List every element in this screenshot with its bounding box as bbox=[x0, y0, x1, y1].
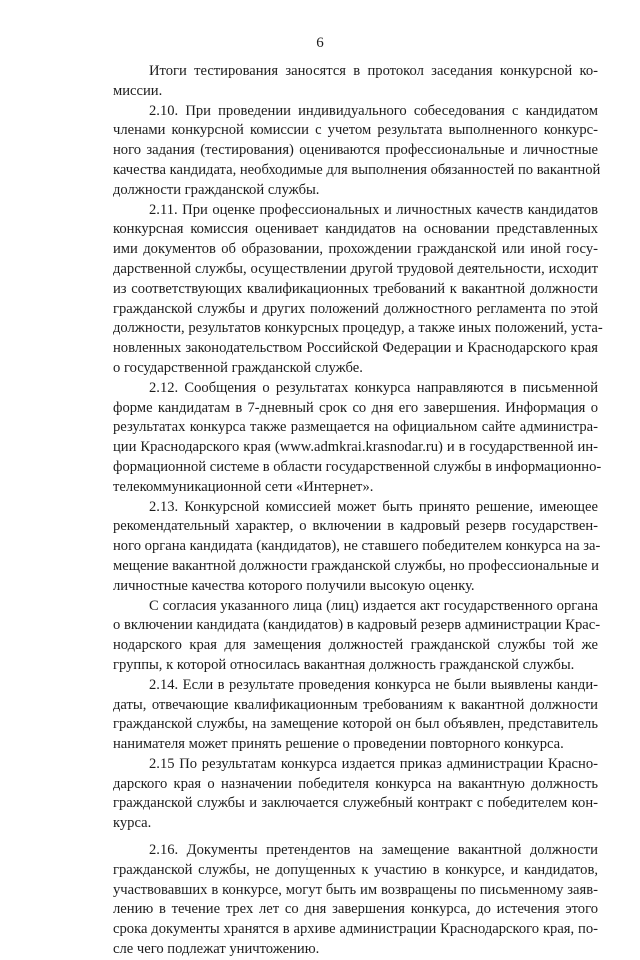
text-line: нодарского края для замещения должностей гражданской службы той же bbox=[113, 637, 598, 654]
text-line: формационной системе в области государственной службы в информационно- bbox=[113, 458, 602, 475]
text-line: лению в течение трех лет со дня завершения конкурса, до истечения этого bbox=[113, 901, 598, 918]
paragraph-2-16-first-line: 2.16. Документы претендентов на замещение вакантной должности bbox=[149, 842, 598, 859]
text-line: форме кандидатам в 7-дневный срок со дня его завершения. Информация о bbox=[113, 399, 598, 416]
text-line: телекоммуникационной сети «Интернет». bbox=[113, 478, 374, 495]
text-line: должности, результатов конкурсных процедур, а также иных положений, уста- bbox=[113, 320, 603, 337]
paragraph-2-12-first-line: 2.12. Сообщения о результатах конкурса направляются в письменной bbox=[149, 379, 598, 396]
text-line: даты, отвечающие квалификационным требованиям к вакантной должности bbox=[113, 696, 598, 713]
text-line: ции Краснодарского края (www.admkrai.krasnodar.ru) и в государственной ин- bbox=[113, 439, 598, 456]
text-line: ного задания (тестирования) оцениваются профессиональные и личностные bbox=[113, 142, 598, 159]
text-line: ного органа кандидата (кандидатов), не ставшего победителем конкурса на за- bbox=[113, 538, 601, 555]
text-line: гражданской службы, на замещение которой он был объявлен, представитель bbox=[113, 716, 598, 733]
text-line: конкурсная комиссия оценивает кандидатов на основании представленных bbox=[113, 221, 598, 238]
text-line: членами конкурсной комиссии с учетом результата выполненного конкурс- bbox=[113, 122, 598, 139]
text-line: Итоги тестирования заносятся в протокол заседания конкурсной ко- bbox=[149, 63, 598, 79]
paragraph-2-13-first-line: 2.13. Конкурсной комиссией может быть принято решение, имеющее bbox=[149, 498, 598, 515]
text-line: новленных законодательством Российской Федерации и Краснодарского края bbox=[113, 340, 598, 357]
text-line: дарственной службы, осуществлении другой трудовой деятельности, исходит bbox=[113, 260, 598, 277]
paragraph-2-14-first-line: 2.14. Если в результате проведения конкурса не были выявлены канди- bbox=[149, 676, 598, 693]
text-line: о включении кандидата (кандидатов) в кадровый резерв администрации Крас- bbox=[113, 617, 601, 634]
text-line: сле чего подлежат уничтожению. bbox=[113, 941, 320, 958]
scan-speck bbox=[306, 858, 308, 860]
text-line: качества кандидата, необходимые для выполнения обязанностей по вакантной bbox=[113, 161, 601, 178]
text-line: гражданской службы, не допущенных к участию в конкурсе, и кандидатов, bbox=[113, 861, 598, 878]
text-line: о государственной гражданской службе. bbox=[113, 359, 363, 376]
paragraph-consent-first-line: С согласия указанного лица (лиц) издается акт государственного органа bbox=[149, 597, 598, 614]
text-line: результатах конкурса также размещается на официальном сайте администра- bbox=[113, 419, 598, 436]
body-text bbox=[113, 62, 603, 960]
text-line: должности гражданской службы. bbox=[113, 181, 320, 198]
text-line: курса. bbox=[113, 815, 152, 832]
text-line: ими документов об образовании, прохождении гражданской или иной госу- bbox=[113, 241, 598, 258]
text-line: из соответствующих квалификационных требований к вакантной должности bbox=[113, 280, 598, 297]
page-number: 6 bbox=[316, 35, 324, 51]
text-line: личностные качества которого получили высокую оценку. bbox=[113, 577, 475, 594]
text-line: миссии. bbox=[113, 82, 163, 99]
paragraph-2-11-first-line: 2.11. При оценке профессиональных и личностных качеств кандидатов bbox=[149, 201, 598, 218]
text-line: группы, к которой относилась вакантная должность гражданской службы. bbox=[113, 656, 575, 673]
text-line: гражданской службы и заключается служебный контракт с победителем кон- bbox=[113, 795, 598, 812]
text-line: гражданской службы и других положений должностного регламента по этой bbox=[113, 300, 598, 317]
paragraph-2-15-first-line: 2.15 По результатам конкурса издается приказ администрации Красно- bbox=[149, 755, 598, 772]
text-line: рекомендательный характер, о включении в кадровый резерв государствен- bbox=[113, 518, 598, 535]
text-line: срока документы хранятся в архиве администрации Краснодарского края, по- bbox=[113, 921, 598, 938]
paragraph-2-10-first-line: 2.10. При проведении индивидуального собеседования с кандидатом bbox=[149, 102, 598, 119]
text-line: мещение вакантной должности гражданской службы, но профессиональные и bbox=[113, 557, 599, 574]
text-line: нанимателя может принять решение о проведении повторного конкурса. bbox=[113, 736, 564, 753]
text-line: участвовавших в конкурсе, могут быть им возвращены по письменному заяв- bbox=[113, 881, 598, 898]
text-line: дарского края о назначении победителя конкурса на вакантную должность bbox=[113, 775, 598, 792]
